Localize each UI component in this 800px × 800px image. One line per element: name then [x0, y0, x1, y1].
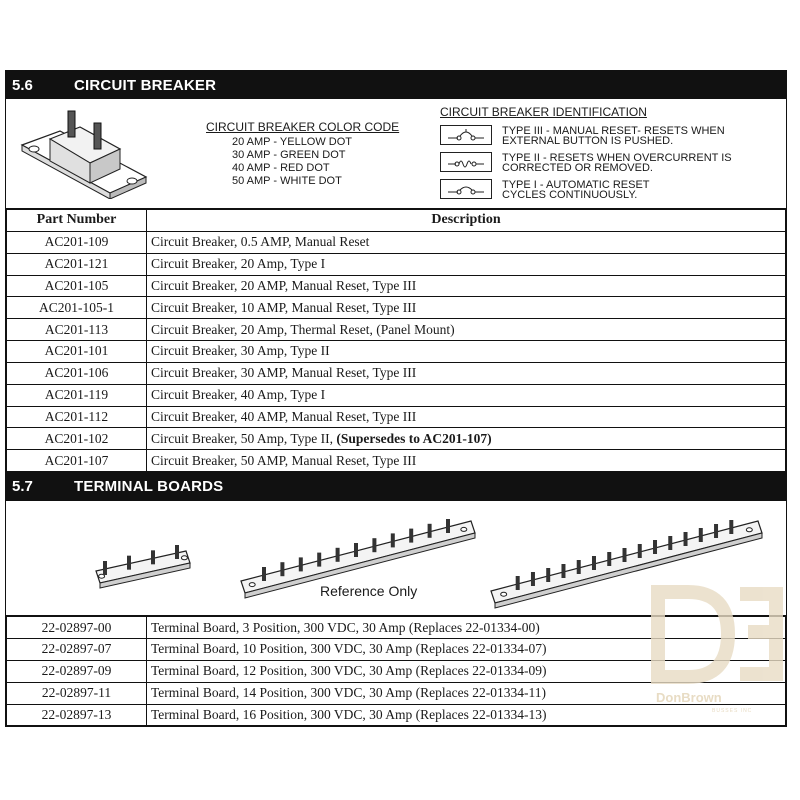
- color-code-item: 50 AMP - WHITE DOT: [232, 175, 342, 187]
- type-iii-row: [440, 125, 780, 152]
- terminal-stud: [714, 524, 718, 538]
- table-header-row: [7, 210, 786, 232]
- type-text: CORRECTED OR REMOVED.: [502, 162, 653, 174]
- description: [147, 428, 786, 450]
- part-number: 22-02897-11: [7, 682, 147, 704]
- description: Circuit Breaker, 20 Amp, Thermal Reset, (Panel Mount): [147, 319, 786, 341]
- table-row: [7, 704, 786, 726]
- terminal-stud: [151, 550, 155, 564]
- part-number-header: Part Number: [7, 210, 147, 232]
- description: Circuit Breaker, 30 AMP, Manual Reset, Type III: [147, 362, 786, 384]
- terminal-stud: [317, 553, 321, 567]
- terminal-stud: [561, 564, 565, 578]
- description: Terminal Board, 12 Position, 300 VDC, 30 Amp (Replaces 22-01334-09): [147, 660, 786, 682]
- type-text: CYCLES CONTINUOUSLY.: [502, 189, 638, 201]
- table-row: [7, 406, 786, 428]
- terminal-stud: [653, 540, 657, 554]
- identification-title: CIRCUIT BREAKER IDENTIFICATION: [440, 105, 647, 119]
- type-text: TYPE I - AUTOMATIC RESET: [502, 179, 650, 191]
- description: Circuit Breaker, 20 Amp, Type I: [147, 253, 786, 275]
- description: Terminal Board, 14 Position, 300 VDC, 30 Amp (Replaces 22-01334-11): [147, 682, 786, 704]
- part-number: 22-02897-00: [7, 617, 147, 639]
- automatic-reset-symbol-icon: [440, 179, 492, 199]
- part-number: AC201-107: [7, 450, 147, 472]
- terminal-stud: [280, 562, 284, 576]
- part-number: AC201-102: [7, 428, 147, 450]
- type-ii-row: [440, 152, 780, 179]
- description: Circuit Breaker, 40 AMP, Manual Reset, Type III: [147, 406, 786, 428]
- part-number: AC201-105-1: [7, 297, 147, 319]
- terminal-stud: [516, 576, 520, 590]
- part-number: AC201-112: [7, 406, 147, 428]
- terminal-stud: [354, 543, 358, 557]
- watermark-sub: BUSSES INC: [712, 708, 753, 714]
- section-header-circuit-breaker: [6, 71, 786, 99]
- circuit-breaker-info-panel: [6, 99, 786, 209]
- description: Terminal Board, 16 Position, 300 VDC, 30 Amp (Replaces 22-01334-13): [147, 704, 786, 726]
- reference-only-caption: Reference Only: [320, 583, 418, 600]
- description: Circuit Breaker, 30 Amp, Type II: [147, 341, 786, 363]
- description: Circuit Breaker, 50 AMP, Manual Reset, Type III: [147, 450, 786, 472]
- part-number: AC201-101: [7, 341, 147, 363]
- description-header: Description: [147, 210, 786, 232]
- terminal-stud: [607, 552, 611, 566]
- terminal-stud: [592, 556, 596, 570]
- part-number: AC201-119: [7, 384, 147, 406]
- description: Circuit Breaker, 10 AMP, Manual Reset, Type III: [147, 297, 786, 319]
- part-number: AC201-106: [7, 362, 147, 384]
- color-code-item: 30 AMP - GREEN DOT: [232, 149, 346, 161]
- description-text: Circuit Breaker, 50 Amp, Type II,: [151, 430, 337, 446]
- description: Circuit Breaker, 40 Amp, Type I: [147, 384, 786, 406]
- watermark-logo-icon: [648, 582, 788, 692]
- part-number: 22-02897-13: [7, 704, 147, 726]
- circuit-breaker-illustration: [20, 109, 150, 199]
- type-text: TYPE II - RESETS WHEN OVERCURRENT IS: [502, 152, 732, 164]
- color-code-title: CIRCUIT BREAKER COLOR CODE: [206, 120, 400, 134]
- terminal-stud: [391, 534, 395, 548]
- part-number: 22-02897-07: [7, 638, 147, 660]
- terminal-stud: [409, 529, 413, 543]
- terminal-stud: [175, 545, 179, 559]
- identification-legend: [440, 105, 780, 206]
- terminal-stud: [729, 520, 733, 534]
- table-row: [7, 450, 786, 472]
- terminal-stud: [446, 519, 450, 533]
- terminal-stud: [262, 567, 266, 581]
- section-number: 5.7: [12, 477, 33, 495]
- section-header-terminal-boards: [6, 472, 786, 500]
- type-text: EXTERNAL BUTTON IS PUSHED.: [502, 135, 674, 147]
- table-row: [7, 428, 786, 450]
- terminal-stud: [699, 528, 703, 542]
- terminal-board-drawing: [96, 545, 190, 588]
- terminal-stud: [127, 556, 131, 570]
- description: Circuit Breaker, 0.5 AMP, Manual Reset: [147, 231, 786, 253]
- color-code-item: 40 AMP - RED DOT: [232, 162, 330, 174]
- type-i-row: [440, 179, 780, 206]
- part-number: AC201-105: [7, 275, 147, 297]
- terminal-stud: [336, 548, 340, 562]
- terminal-stud: [623, 548, 627, 562]
- circuit-breaker-table: [6, 209, 786, 472]
- color-code-item: 20 AMP - YELLOW DOT: [232, 136, 353, 148]
- terminal-stud: [668, 536, 672, 550]
- part-number: AC201-113: [7, 319, 147, 341]
- table-row: [7, 275, 786, 297]
- terminal-stud: [299, 558, 303, 572]
- section-number: 5.6: [12, 76, 33, 94]
- part-number: AC201-109: [7, 231, 147, 253]
- table-row: [7, 384, 786, 406]
- terminal-stud: [372, 538, 376, 552]
- table-row: [7, 253, 786, 275]
- table-row: [7, 362, 786, 384]
- section-title: CIRCUIT BREAKER: [74, 76, 217, 94]
- terminal-stud: [546, 568, 550, 582]
- manual-reset-symbol-icon: [440, 125, 492, 145]
- section-title: TERMINAL BOARDS: [74, 477, 224, 495]
- description: Circuit Breaker, 20 AMP, Manual Reset, Type III: [147, 275, 786, 297]
- table-row: [7, 297, 786, 319]
- terminal-stud: [103, 561, 107, 575]
- part-number: AC201-121: [7, 253, 147, 275]
- table-row: [7, 231, 786, 253]
- table-row: [7, 319, 786, 341]
- table-row: [7, 341, 786, 363]
- terminal-stud: [531, 572, 535, 586]
- terminal-stud: [684, 532, 688, 546]
- type-text: TYPE III - MANUAL RESET- RESETS WHEN: [502, 125, 725, 137]
- terminal-stud: [638, 544, 642, 558]
- description: Terminal Board, 10 Position, 300 VDC, 30 Amp (Replaces 22-01334-07): [147, 638, 786, 660]
- terminal-stud: [577, 560, 581, 574]
- part-number: 22-02897-09: [7, 660, 147, 682]
- terminal-stud: [428, 524, 432, 538]
- color-code-legend: [206, 121, 399, 188]
- overcurrent-reset-symbol-icon: [440, 152, 492, 172]
- supersedes-note: (Supersedes to AC201-107): [336, 430, 492, 446]
- watermark-brand: DonBrown: [656, 690, 722, 705]
- description: Terminal Board, 3 Position, 300 VDC, 30 Amp (Replaces 22-01334-00): [147, 617, 786, 639]
